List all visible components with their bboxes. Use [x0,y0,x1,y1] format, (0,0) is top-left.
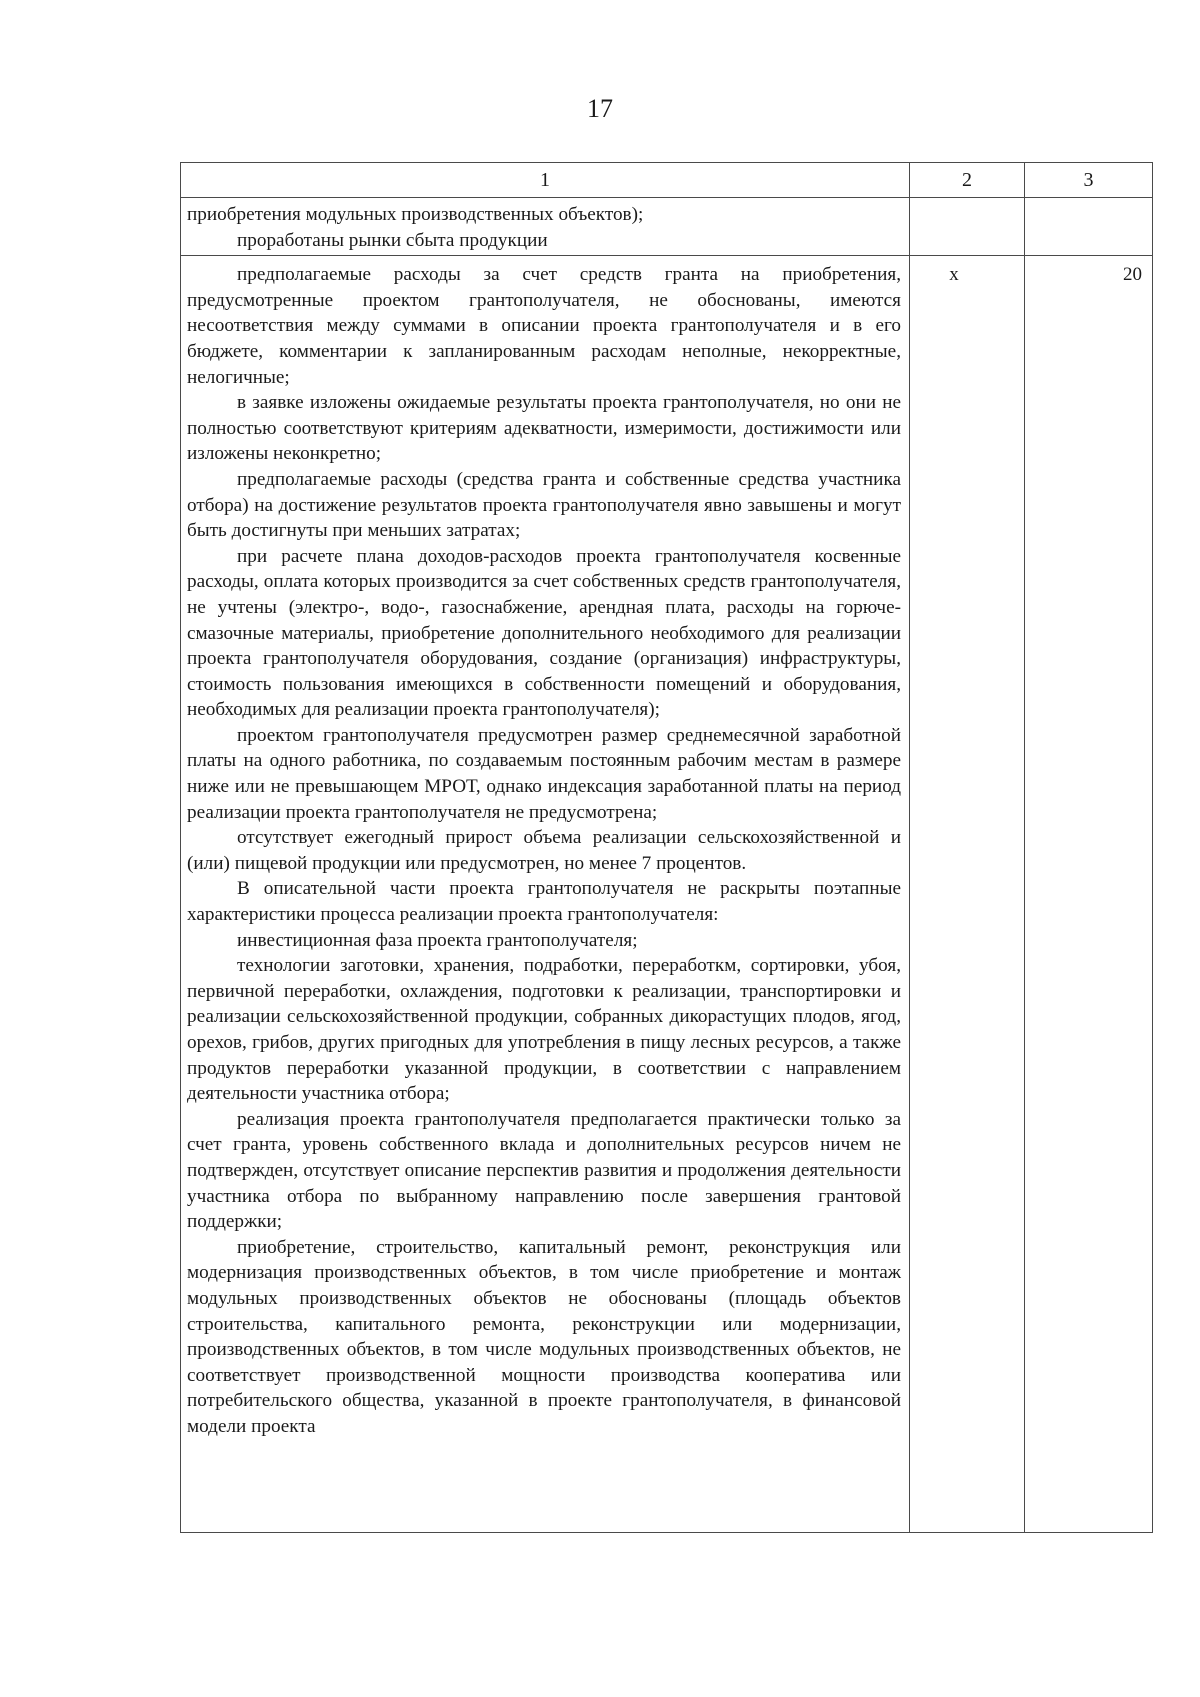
page-number: 17 [587,94,613,123]
criteria-mark-cell: х [910,256,1025,1533]
table-row-continuation [181,198,1153,256]
paragraph: проектом грантополучателя предусмотрен размер среднемесячной заработной платы на одного работника, по создаваемым постоянным рабочим местам в размере ниже или не превышающем МРОТ, однако индексация заработанной платы на период реализации проекта грантополучателя не предусмотрена; [187,724,901,823]
column-header-3: 3 [1025,163,1153,198]
continuation-mark-cell [910,198,1025,256]
paragraph: реализация проекта грантополучателя предполагается практически только за счет гранта, уровень собственного вклада и дополнительных ресурсов ничем не подтвержден, отсутствует описание перспектив развития и продолжения деятельности участника отбора по выбранному направлению после завершения грантовой поддержки; [187,1108,901,1233]
column-header-2: 2 [910,163,1025,198]
paragraph: инвестиционная фаза проекта грантополучателя; [237,929,638,951]
criteria-table [180,162,1153,1533]
paragraph: предполагаемые расходы за счет средств гранта на приобретения, предусмотренные проектом грантополучателя, не обоснованы, имеются несоответствия между суммами в описании проекта грантополучателя и в его бюджете, комментарии к запланированным расходам неполные, некорректные, нелогичные; [187,264,901,388]
paragraph: технологии заготовки, хранения, подработки, переработкм, сортировки, убоя, первичной переработки, охлаждения, подготовки к реализации, транспортировки и реализации сельскохозяйственной продукции, собранных дикорастущих плодов, ягод, орехов, грибов, других пригодных для употребления в пищу лесных ресурсов, а также продуктов переработки указанной продукции, в соответствии с направлением деятельности участника отбора; [187,955,901,1105]
continuation-score-cell [1025,198,1153,256]
table-row-criteria [181,256,1153,1533]
paragraph: приобретения модульных производственных объектов); [187,204,644,225]
table-header-row [181,163,1153,198]
paragraph: в заявке изложены ожидаемые результаты проекта грантополучателя, но они не полностью соответствуют критериям адекватности, измеримости, достижимости или изложены неконкретно; [187,392,901,465]
paragraph: при расчете плана доходов-расходов проекта грантополучателя косвенные расходы, оплата которых производится за счет собственных средств грантополучателя, не учтены (электро-, водо-, газоснабжение, арендная плата, расходы на горюче-смазочные материалы, приобретение дополнительного необходимого для реализации проекта грантополучателя оборудования, создание (организация) инфраструктуры, стоимость пользования имеющихся в собственности помещений и оборудования, необходимых для реализации проекта грантополучателя); [187,545,901,721]
paragraph: проработаны рынки сбыта продукции [237,229,548,251]
column-header-1: 1 [181,163,910,198]
criteria-score-cell: 20 [1025,256,1153,1533]
paragraph: отсутствует ежегодный прирост объема реализации сельскохозяйственной и (или) пищевой продукции или предусмотрен, но менее 7 процентов. [187,827,901,874]
continuation-text-cell [181,198,910,256]
paragraph: В описательной части проекта грантополучателя не раскрыты поэтапные характеристики процесса реализации проекта грантополучателя: [187,878,901,926]
paragraph: предполагаемые расходы (средства гранта и собственные средства участника отбора) на достижение результатов проекта грантополучателя явно завышены и могут быть достигнуты при меньших затратах; [187,468,901,542]
criteria-text-cell [181,256,910,1533]
paragraph: приобретение, строительство, капитальный ремонт, реконструкция или модернизация производственных объектов, в том числе приобретение и монтаж модульных производственных объектов не обоснованы (площадь объектов строительства, капитального ремонта, реконструкции или модернизации, производственных объектов, в том числе модульных производственных объектов, не соответствует производственной мощности производства кооператива или потребительского общества, указанной в проекте грантополучателя, в финансовой модели проекта [187,1236,901,1437]
